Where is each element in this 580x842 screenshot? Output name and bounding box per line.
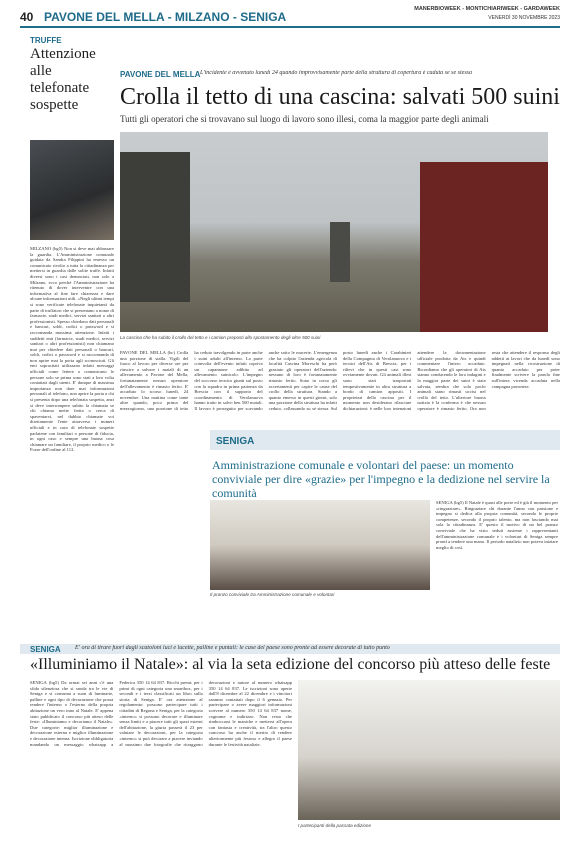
main-subtitle: Tutti gli operatori che si trovavano sul luogo di lavoro sono illesi, coma la maggior parte degli animali (120, 114, 489, 124)
main-body: PAVONE DEL MELLA (bc) Crolla una porzione di stalla. Vigili del fuoco al lavoro per diverse ore per riuscire a salvare i maiali di un allevamento a Pavone del Mella, fortunatamente nessun operatore dell'allevamento è rimasto ferito. E' accaduto lo scorso lunedì, 24 novembre. Una mattina come tante altre quando, poco prima del mezzogiorno, una porzione di tetto ha ceduto travolgendo in parte anche i suini adulti all'interno. La parte coinvolta dell'evento infatti copriva un capannone adibito ad allevamento suinicolo. L'impegno del soccorso tecnico giunti sul posto con la squadra in prima partenza da Brescia con il supporto del coordinamento di Verolanuova hanno tratto in salvo ben 500 maiali. Il lavoro è proseguito per scavando anche sotto le macerie. L'emergenza che ha colpito l'azienda agricola di località Cascina Moreschi ha però graziato gli operatori dell'azienda: nessuno di loro è fortunatamente rimasto ferito. Sono in corso gli accertamenti per capire le cause del crollo della struttura. Stando a quanto emerso in questi giorni, solo una porzione della struttura ha infatti ceduto, collassando su sé stessa. Sul posto lunedì anche i Carabinieri della Compagnia di Verolanuova e i tecnici dell'Ats di Brescia, per i rilievi che in questi casi sono ovviamente dovuti. Gli animali illesi sono stati trasportati tempestivamente in altra struttura a bordo di camion appositi. I proprietari della cascina per il momento non desiderano rilasciare dichiarazioni: è nelle loro intenzioni attendere la documentazione ufficiale prodotta da Ats e quindi commentare l'intero accaduto. Ricordiamo che gli operatori di Ats stanno conducendo le loro indagini e la maggior parte dei suini è stata salvata, sembra che solo pochi animali siano rimasti uccisi nel crollo del tetto. L'ulteriore buona notizia è la conferma è che nessun operatore è rimasto ferito. Ora non resta che attendere il responso degli addetti ai lavori che da lunedì sono impegnati nella ricostruzione di quanto accaduto per poter finalmente scrivere la parola fine sull'intera vicenda accaduta nella campagna pavonese. (120, 350, 560, 411)
side-title: Attenzione alle telefonate sospette (30, 46, 96, 113)
header-rule (20, 26, 560, 28)
main-caption: La cascina che ha subito il crollo del tetto e i camion preposti allo spostamento degli oltre 500 suini (120, 335, 321, 340)
truck (420, 162, 548, 332)
participants-photo (298, 680, 560, 820)
bottom-title: «Illuminiamo il Natale»: al via la seta edizione del concorso più atteso delle feste (30, 656, 551, 673)
cascina-photo (120, 132, 548, 332)
main-kicker: PAVONE DEL MELLA (120, 70, 201, 79)
bottom-kicker: SENIGA (30, 645, 61, 654)
mid-title: Amministrazione comunale e volontari del paese: un momento conviviale per dire «grazie» per l'impegno e la dedizione nel servire la comunità (212, 458, 550, 500)
publication-name: MANERBIOWEEK - MONTICHIARIWEEK - GARDAWEEK (414, 6, 560, 12)
issue-date: VENERDÌ 30 NOVEMBRE 2023 (488, 15, 560, 21)
lunch-photo (210, 500, 430, 590)
bottom-body: SENIGA (bg5) Da ormai sei anni c'è una sfida silenziosa che si snoda tra le vie di Seniga e si consuma a suon di luminarie, palline e ogni tipo di decorazione che possa rendere l'interno o l'esterno della propria abitazione un vero inno al Natale. E' appena stato pubblicato il concorso più atteso delle feste: «Illuminiamo e decoriamo il Natale». Due categorie: miglior illuminazione e decorazione esterna e miglior illuminazione e decorazione interna. Iscrizione obbligatoria mandando un messaggio whatsapp a Federica 350 14 64 837. Ricchi premi: per i primi di ogni categoria una smartbox, per i secondi e i terzi classificati un libro sulla storia di Seniga. E' ora attenzione al regolamento: possono partecipare tutti i cittadini di Regona e Seniga, per la categoria «interno» si possono decorare e illuminare senza limiti e a piacere tutti gli spazi esterni dell'abitazione, la giuria passerà il 23 per valutare le decorazioni, per la categoria «interno» si può decorare a piacere inviando al massimo due fotografie che ritraggono decorazioni e autore al numero whatsapp 350 14 64 837. Le iscrizioni sono aperte dall'8 dicembre al 22 dicembre e i vincitori saranno contattati dopo il 6 gennaio. Per partecipare o avere maggiori informazioni scrivere al numero 350 14 64 837 nome, cognome e indirizzo. Non resta che rimboccarsi le maniche e mettersi all'opera con fantasia e creatività, tra l'altro questo concorso ha anche il merito di rendere ulteriormente più festoso e allegro il paese durante le festività natalizie. (30, 680, 292, 747)
main-title: Crolla il tetto di una cascina: salvati 500 suini (120, 84, 560, 110)
mid-caption: Il pranzo conviviale tra Amministrazione comunale e volontari (210, 592, 335, 597)
main-subkicker: L'incidente è avvenuto lunedì 24 quando improvvisamente parte della struttura di copertura è caduta se se stessa (200, 70, 473, 76)
page-number: 40 (20, 10, 34, 24)
mid-body: SENIGA (bg5) Il Natale è quasi alle porte ed è già il momento per «ringraziare». Ringraziare chi durante l'anno con passione e impegno si dedica alla propria comunità, secondo le proprie competenze, secondo il proprio talento, ma non lasciando mai sola la cittadinanza. E' questo il motivo di un bel pranzo conviviale che ha visto seduti assieme i rappresentanti dell'amministrazione comunale e i volontari di Seniga sempre pronti a tendere una mano. Il periodo natalizio non poteva iniziare meglio di così. (436, 500, 558, 550)
bottom-caption: I partecipanti della passata edizione (298, 823, 372, 828)
phone-photo (30, 140, 114, 240)
bottom-subkicker: E' ora di tirare fuori dagli scatoloni luci e lucette, palline e puntali: le case del paese sono pronte ad essere decorate di tutto punto (75, 645, 390, 651)
mid-band (210, 430, 560, 450)
section-title: PAVONE DEL MELLA - MILZANO - SENIGA (44, 10, 287, 24)
mid-kicker: SENIGA (216, 436, 255, 447)
barn-wall (120, 152, 190, 302)
tree (330, 222, 350, 282)
side-body: MILZANO (bg5) Non si deve mai abbassare la guardia. L'Amministrazione comunale guidata da Sandra Filippini ha emesso un comunicato rivolto a tutta la cittadinanza per mettersi in guardia dalle solite truffe. Infatti diversi sono i casi denunciati, non solo a Milzano, ecco perché l'Amministrazione ha ritenuto di dover intervenire con una informativa al fine fare chiarezza e dare alcune informazioni utili. «Negli ultimi tempi si sono verificate telefonate inquietanti da parte di truffatori che si presentano a nome di farmacie, studi medici, servizi sanitari o altri professionisti. Spesso chiedono dati personali e bancari, soldi, codici o password e si raccomanda massima attenzione. Infatti i suddetti enti (farmacie, studi medici, servizi sanitari o altri professionisti) non chiamano mai per chiedere dati personali o bancari, soldi, codici o password e si raccomanda di non aprire mai la porta agli sconosciuti. Gli enti sopracitati utilizzano infatti messaggi ufficiali come lettere o comunicano le persone solo se prima sono stati a loro volta contattati dagli utenti. E' dunque di massima importanza non dare mai informazioni personali al telefono, non aprire la porta a chi si presenta dopo una telefonata sospetta, anzi si deve interrompere subito la chiamata se chi chiama mette fretta o cerca di spaventarvi, nel dubbio chiamate voi direttamente l'ente attraverso i numeri ufficiali e in caso di telefonate sospette parlatene con familiari o persone di fiducia, in ogni caso e sempre una buona cosa chiamare un familiare, il proprio medico o le Forze dell'ordine al 112. (30, 246, 114, 453)
side-kicker: TRUFFE (30, 36, 62, 45)
